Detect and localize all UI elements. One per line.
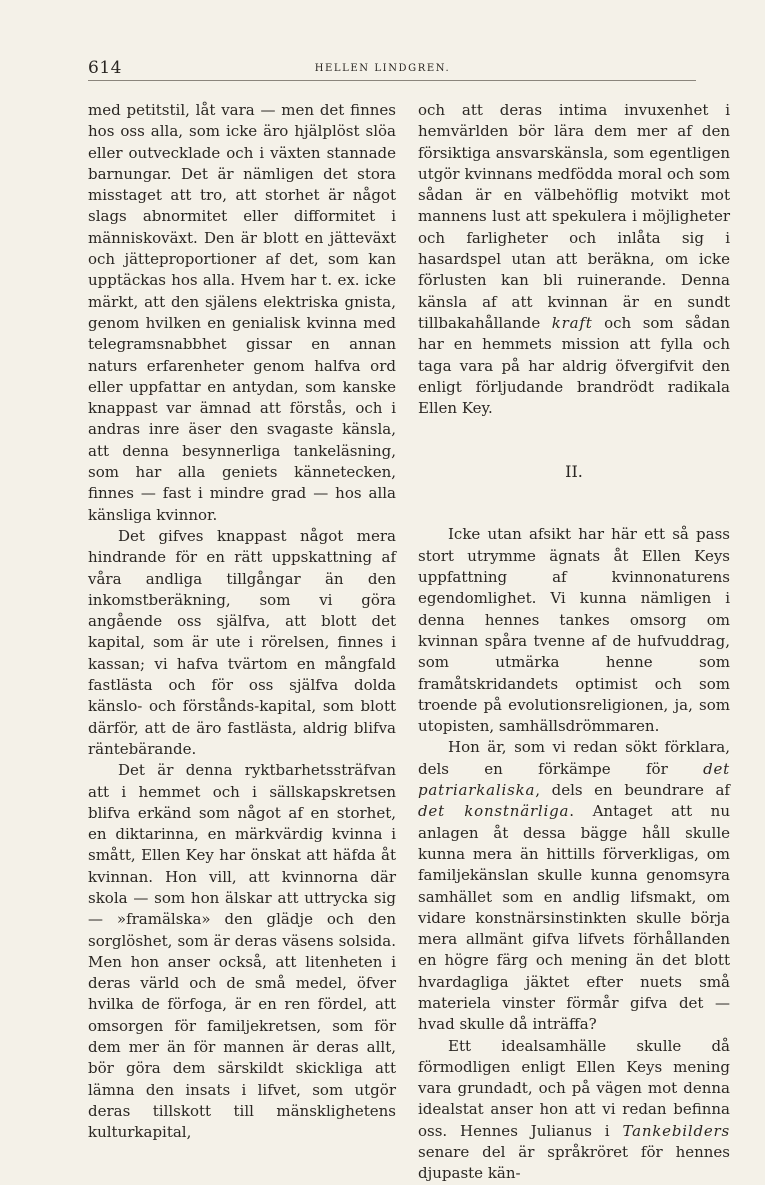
page-number: 614 — [88, 58, 122, 78]
emphasis-kraft: kraft — [551, 313, 593, 332]
emphasis-patriarkaliska: det patriarkaliska — [418, 759, 730, 800]
left-column — [88, 100, 396, 1144]
left-paragraph-3: Det är denna ryktbarhetssträfvan att i hemmet och i sällskapskretsen blifva erkänd som något af en storhet, en diktarinna, en märkvärdig kvinna i smått, Ellen Key har önskat att häfda åt kvinnan. Hon vill, att kvinnorna där skola — som hon älskar att uttrycka sig — »framälska» den glädje och den sorglöshet, som är deras väsens solsida. Men hon anser också, att litenheten i deras värld och de små medel, öfver hvilka de förfoga, är en ren fördel, att omsorgen för familjekretsen, som för dem mer än för mannen är deras allt, bör göra dem särskildt skickliga att lämna den insats i lifvet, som utgör deras tillskott till mänsklighetens kulturkapital, — [88, 761, 396, 1142]
text-run: Ett idealsamhälle skulle då förmodligen enligt Ellen Keys mening vara grundadt, och på vägen mot denna idealstat anser hon att vi redan befinna oss. Hennes Julianus i — [418, 1036, 730, 1140]
running-head: HELLEN LINDGREN. — [314, 63, 451, 74]
right-paragraph-continued — [418, 100, 730, 419]
right-column — [418, 100, 730, 1185]
text-run: och att deras intima invuxenhet i hemvärlden bör lära dem mer af den försiktiga ansvarskänsla, som egentligen utgör kvinnans medfödda moral och som sådan är en välbehöflig motvikt mot mannens lust att spekulera i möjligheter och farligheter och inlåta sig i hasardspel utan att beräkna, om icke förlusten kan bli ruinerande. Denna känsla af att kvinnan är en sundt tillbakahållande — [418, 101, 730, 332]
right-paragraph-3 — [418, 1036, 730, 1185]
text-run: . Antaget att nu anlagen åt dessa bägge håll skulle kunna mera än hittills förverkligas, om familjekänslan skulle kunna genomsyra samhället som en andlig lifsmakt, om vidare konstnärsinstinkten skulle börja mera allmänt gifva lifvets förhållanden en högre färg och mening än det blott hvardagliga jäktet efter nuets små materiela vinster förmår gifva det — hvad skulle då inträffa? — [418, 802, 730, 1034]
header-rule — [88, 80, 696, 81]
left-paragraph-1: med petitstil, låt vara — men det finnes hos oss alla, som icke äro hjälplöst slöa eller outvecklade och i växten stannade barnungar. Det är nämligen det stora misstaget att tro, att storhet är något slags abnormitet eller difformitet i människoväxt. Den är blott en jätteväxt och jätteproportioner af det, som kan upptäckas hos alla. Hvem har t. ex. icke märkt, att den själens elektriska gnista, genom hvilken en genialisk kvinna med telegramsnabbhet gissar en annan naturs erfarenheter genom halfva ord eller uppfattar en antydan, som kanske knappast var ämnad att förstås, och i andras inre äser den svagaste känsla, att denna besynnerliga tankeläsning, som har alla geniets kännetecken, finnes — fast i mindre grad — hos alla känsliga kvinnor. — [88, 101, 396, 524]
text-run: Hon är, som vi redan sökt förklara, dels en förkämpe för — [418, 738, 730, 778]
emphasis-tankebilders: Tankebilders — [622, 1121, 730, 1140]
text-run: senare del är språkröret för hennes djupaste kän- — [418, 1143, 730, 1183]
section-number: II. — [565, 462, 583, 482]
right-paragraph-1: Icke utan afsikt har här ett så pass stort utrymme ägnats åt Ellen Keys uppfattning af kvinnonaturens egendomlighet. Vi kunna nämligen i denna hennes tankes omsorg om kvinnan spåra tvenne af de hufvuddrag, som utmärka henne som framåtskridandets optimist och som troende på evolutionsreligionen, ja, som utopisten, samhällsdrömmaren. — [418, 525, 730, 736]
emphasis-konstnarliga: det konstnärliga — [418, 802, 570, 821]
right-paragraph-2 — [418, 737, 730, 1035]
text-run: , dels en beundrare af — [535, 781, 730, 800]
left-paragraph-2: Det gifves knappast något mera hindrande för en rätt uppskattning af våra andliga tillgångar än den inkomstberäkning, som vi göra angående oss själfva, att blott det kapital, som är ute i rörelsen, finnes i kassan; vi hafva tvärtom en mångfald fastlästa och för oss själfva dolda känslo- och förstånds-kapital, som blott därför, att de äro fastlästa, aldrig blifva räntebärande. — [88, 526, 396, 758]
text-run: och som sådan har en hemmets mission att fylla och taga vara på har aldrig öfvergifvit den enligt förljudande brandrödt radikala Ellen Key. — [418, 313, 731, 418]
